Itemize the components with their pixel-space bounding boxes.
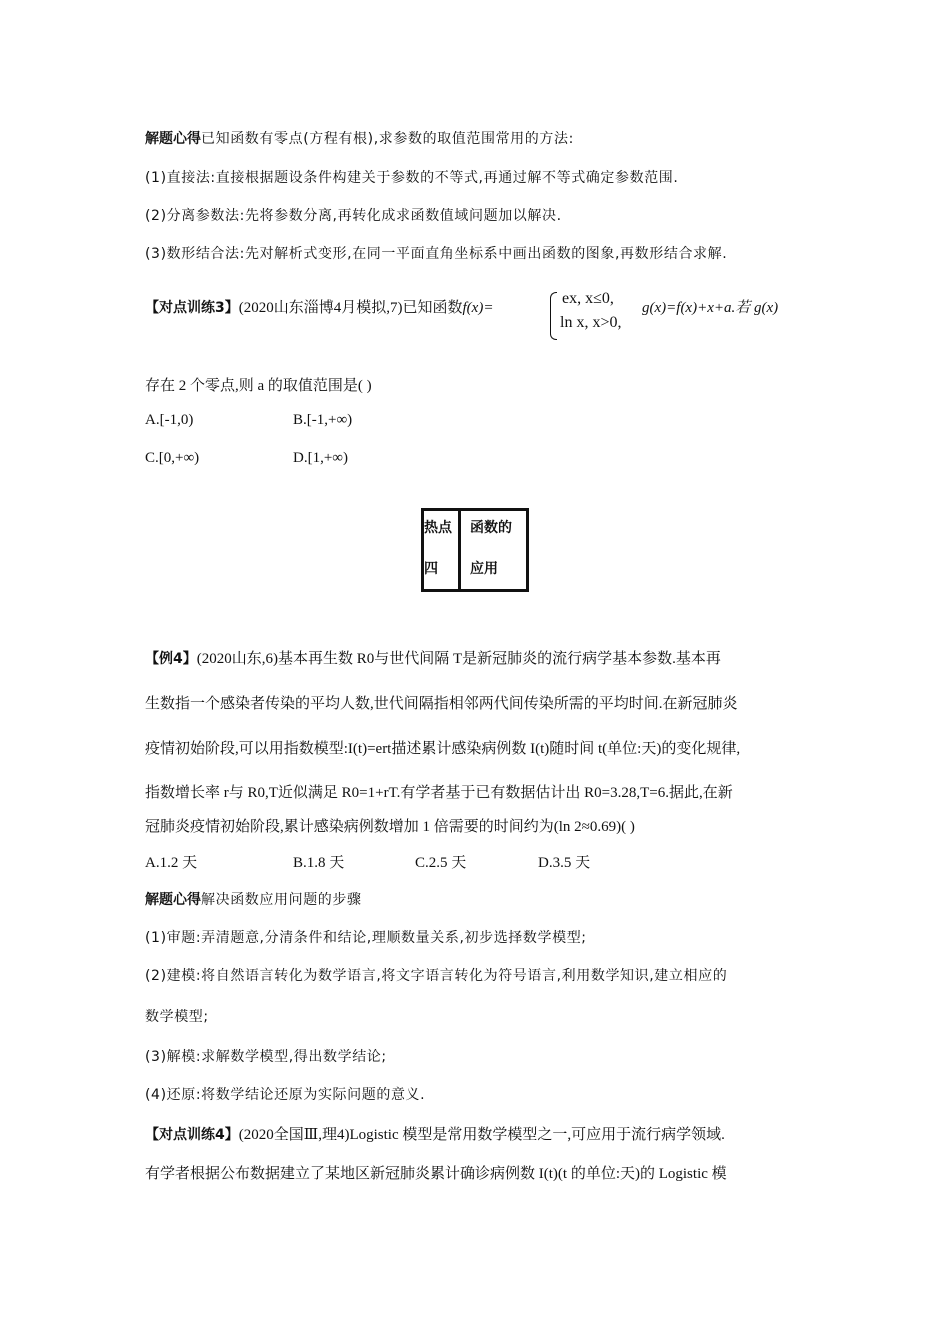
ex4-line-1: 【例4】(2020山东,6)基本再生数 R0与世代间隔 T是新冠肺炎的流行病学基本参数.基本再: [145, 651, 721, 667]
train3-intro: (2020山东淄博4月模拟,7)已知函数: [238, 300, 463, 316]
tip2-step-4: (4)还原:将数学结论还原为实际问题的意义.: [145, 1087, 426, 1103]
hotspot-title-2: 应用: [470, 561, 498, 577]
tip2-label: 解题心得: [145, 892, 201, 908]
tip2-step-2a: (2)建模:将自然语言转化为数学语言,将文字语言转化为符号语言,利用数学知识,建立相应的: [145, 968, 728, 984]
train3-fx: f(x)=: [462, 300, 494, 316]
piece-case-1: ex, x≤0,: [562, 290, 614, 307]
ex4-line-3: 疫情初始阶段,可以用指数模型:I(t)=ert描述累计感染病例数 I(t)随时间 t(单位:天)的变化规律,: [145, 741, 741, 757]
tip2-step-1: (1)审题:弄清题意,分清条件和结论,理顺数量关系,初步选择数学模型;: [145, 930, 587, 946]
hotspot-box: [421, 508, 529, 592]
train4-line-1: 【对点训练4】(2020全国Ⅲ,理4)Logistic 模型是常用数学模型之一,可应用于流行病学领域.: [145, 1127, 725, 1143]
ex4-option-b: B.1.8 天: [293, 855, 345, 871]
tip1-item-3: (3)数形结合法:先对解析式变形,在同一平面直角坐标系中画出函数的图象,再数形结合求解.: [145, 246, 728, 262]
tip-text: 已知函数有零点(方程有根),求参数的取值范围常用的方法:: [201, 131, 574, 147]
ex4-tag: 【例4】: [145, 651, 197, 667]
tip2-text: 解决函数应用问题的步骤: [201, 892, 362, 908]
train3-option-d: D.[1,+∞): [293, 450, 348, 466]
train3-option-a: A.[-1,0): [145, 412, 194, 428]
piece-case-2: ln x, x>0,: [560, 314, 622, 331]
train4-line-2: 有学者根据公布数据建立了某地区新冠肺炎累计确诊病例数 I(t)(t 的单位:天)的 Logistic 模: [145, 1166, 727, 1182]
tip1-item-1: (1)直接法:直接根据题设条件构建关于参数的不等式,再通过解不等式确定参数范围.: [145, 170, 679, 186]
train3-option-b: B.[-1,+∞): [293, 412, 353, 428]
hotspot-label-1: 热点: [424, 520, 452, 536]
tip2-step-2b: 数学模型;: [145, 1009, 209, 1025]
tip-label: 解题心得: [145, 131, 201, 147]
train3-option-c: C.[0,+∞): [145, 450, 200, 466]
tip2-step-3: (3)解模:求解数学模型,得出数学结论;: [145, 1049, 387, 1065]
hotspot-title-1: 函数的: [470, 520, 512, 536]
tip1-item-2: (2)分离参数法:先将参数分离,再转化成求函数值域问题加以解决.: [145, 208, 562, 224]
ex4-line-5: 冠肺炎疫情初始阶段,累计感染病例数增加 1 倍需要的时间约为(ln 2≈0.69)( ): [145, 819, 635, 835]
ex4-option-c: C.2.5 天: [415, 855, 467, 871]
train3-continuation: 存在 2 个零点,则 a 的取值范围是( ): [145, 378, 372, 394]
ex4-option-d: D.3.5 天: [538, 855, 591, 871]
train3-stem: [145, 296, 493, 317]
brace-icon: [550, 292, 557, 340]
tip-heading-2: [145, 889, 362, 909]
ex4-line-4: 指数增长率 r与 R0,T近似满足 R0=1+rT.有学者基于已有数据估计出 R0=3.28,T=6.据此,在新: [145, 785, 733, 801]
train3-tag: 【对点训练3】: [145, 300, 239, 316]
hotspot-cell-left: [424, 511, 461, 589]
ex4-option-a: A.1.2 天: [145, 855, 198, 871]
tip-heading-1: [145, 128, 574, 148]
hotspot-label-2: 四: [424, 561, 438, 577]
ex4-line-2: 生数指一个感染者传染的平均人数,世代间隔指相邻两代间传染所需的平均时间.在新冠肺炎: [145, 696, 738, 712]
train3-gx: g(x)=f(x)+x+a.若 g(x): [642, 300, 779, 316]
train4-tag: 【对点训练4】: [145, 1127, 239, 1143]
